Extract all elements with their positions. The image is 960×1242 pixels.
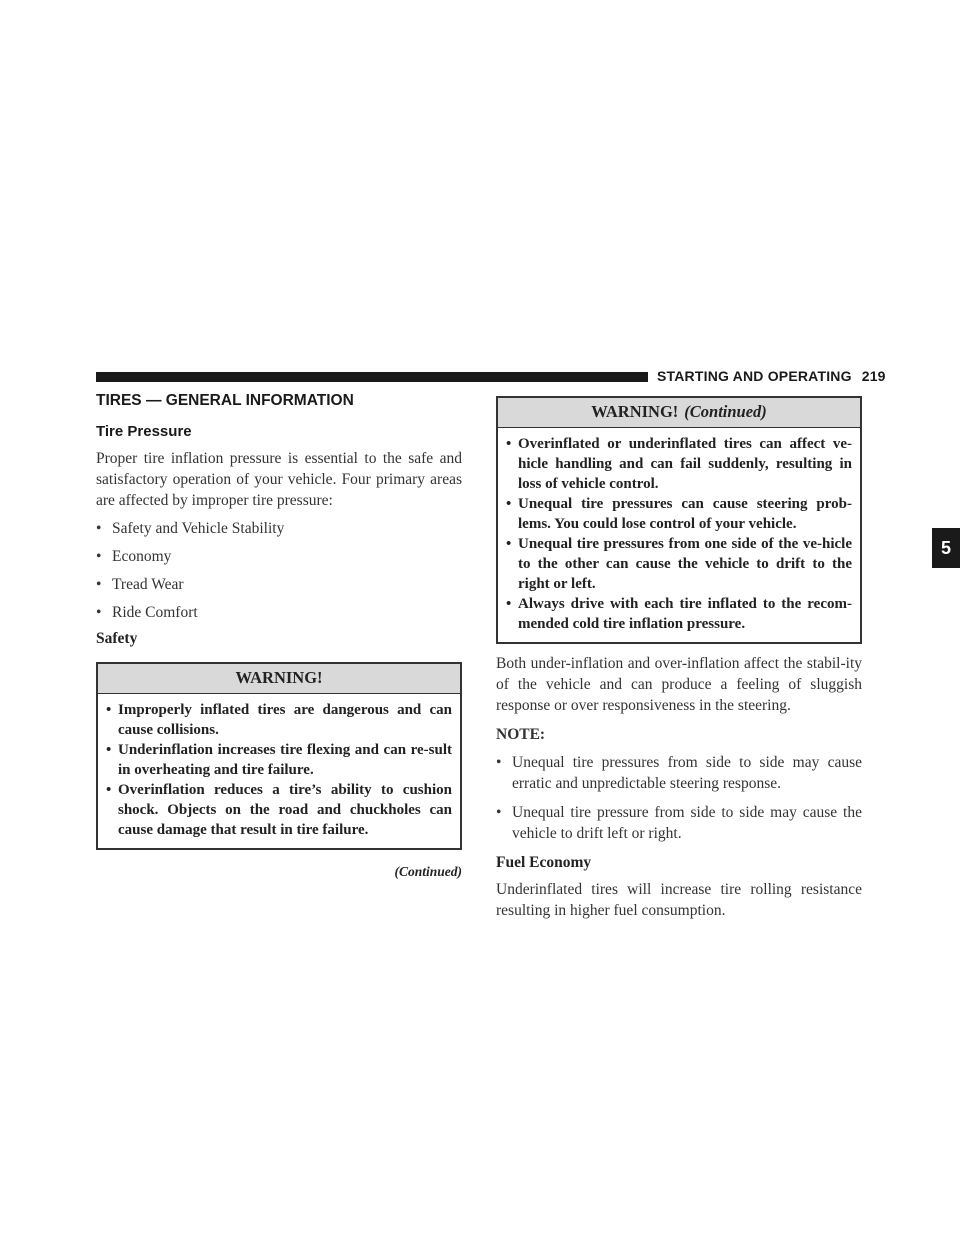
warning-item: • Underinflation increases tire flexing and can re-sult in overheating and tire failure. <box>106 742 452 778</box>
safety-heading: Safety <box>96 630 138 647</box>
fuel-economy-paragraph: Underinflated tires will increase tire rolling resistance resulting in higher fuel consumption. <box>496 881 862 919</box>
header-rule <box>96 372 648 382</box>
chapter-tab: 5 <box>932 528 960 568</box>
body-paragraph: Both under-inflation and over-inflation affect the stabil-ity of the vehicle and can produce a feeling of sluggish response or over responsiveness in the steering. <box>496 655 862 714</box>
list-item: • Tread Wear <box>96 576 184 593</box>
list-item: • Safety and Vehicle Stability <box>96 520 285 537</box>
note-item: • Unequal tire pressure from side to side may cause the vehicle to drift left or right. <box>496 804 862 842</box>
note-label: NOTE: <box>496 726 546 743</box>
warning-item: • Always drive with each tire inflated to the recom-mended cold tire inflation pressure. <box>506 596 852 632</box>
note-item: • Unequal tire pressures from side to side may cause erratic and unpredictable steering response. <box>496 754 862 792</box>
subsection-heading: Tire Pressure <box>96 423 192 440</box>
warning-box <box>96 662 462 850</box>
continued-label: (Continued) <box>394 864 462 879</box>
list-item: • Economy <box>96 548 172 565</box>
warning-box-continued <box>496 396 862 644</box>
warning-item: • Improperly inflated tires are dangerous and can cause collisions. <box>106 702 452 738</box>
running-header <box>657 368 886 384</box>
intro-paragraph: Proper tire inflation pressure is essential to the safe and satisfactory operation of your vehicle. Four primary areas are affected by improper tire pressure: <box>96 450 462 509</box>
list-item: • Ride Comfort <box>96 604 198 621</box>
warning-item: • Unequal tire pressures can cause steering prob-lems. You could lose control of your vehicle. <box>506 496 852 532</box>
section-heading: TIRES — GENERAL INFORMATION <box>96 392 354 409</box>
warning-title: WARNING! <box>98 664 460 694</box>
right-column <box>496 396 862 921</box>
page-number: 219 <box>861 368 886 384</box>
warning-item: • Unequal tire pressures from one side of the ve-hicle to the other can cause the vehicle to drift to the right or left. <box>506 536 852 592</box>
left-column <box>96 392 462 880</box>
warning-item: • Overinflated or underinflated tires can affect ve-hicle handling and can fail suddenly, resulting in loss of vehicle control. <box>506 436 852 492</box>
warning-item: • Overinflation reduces a tire’s ability to cushion shock. Objects on the road and chuckholes can cause damage that result in tire failure. <box>106 782 452 838</box>
warning-title: WARNING! (Continued) <box>498 398 860 428</box>
fuel-economy-heading: Fuel Economy <box>496 854 592 871</box>
section-title: STARTING AND OPERATING <box>657 368 852 384</box>
